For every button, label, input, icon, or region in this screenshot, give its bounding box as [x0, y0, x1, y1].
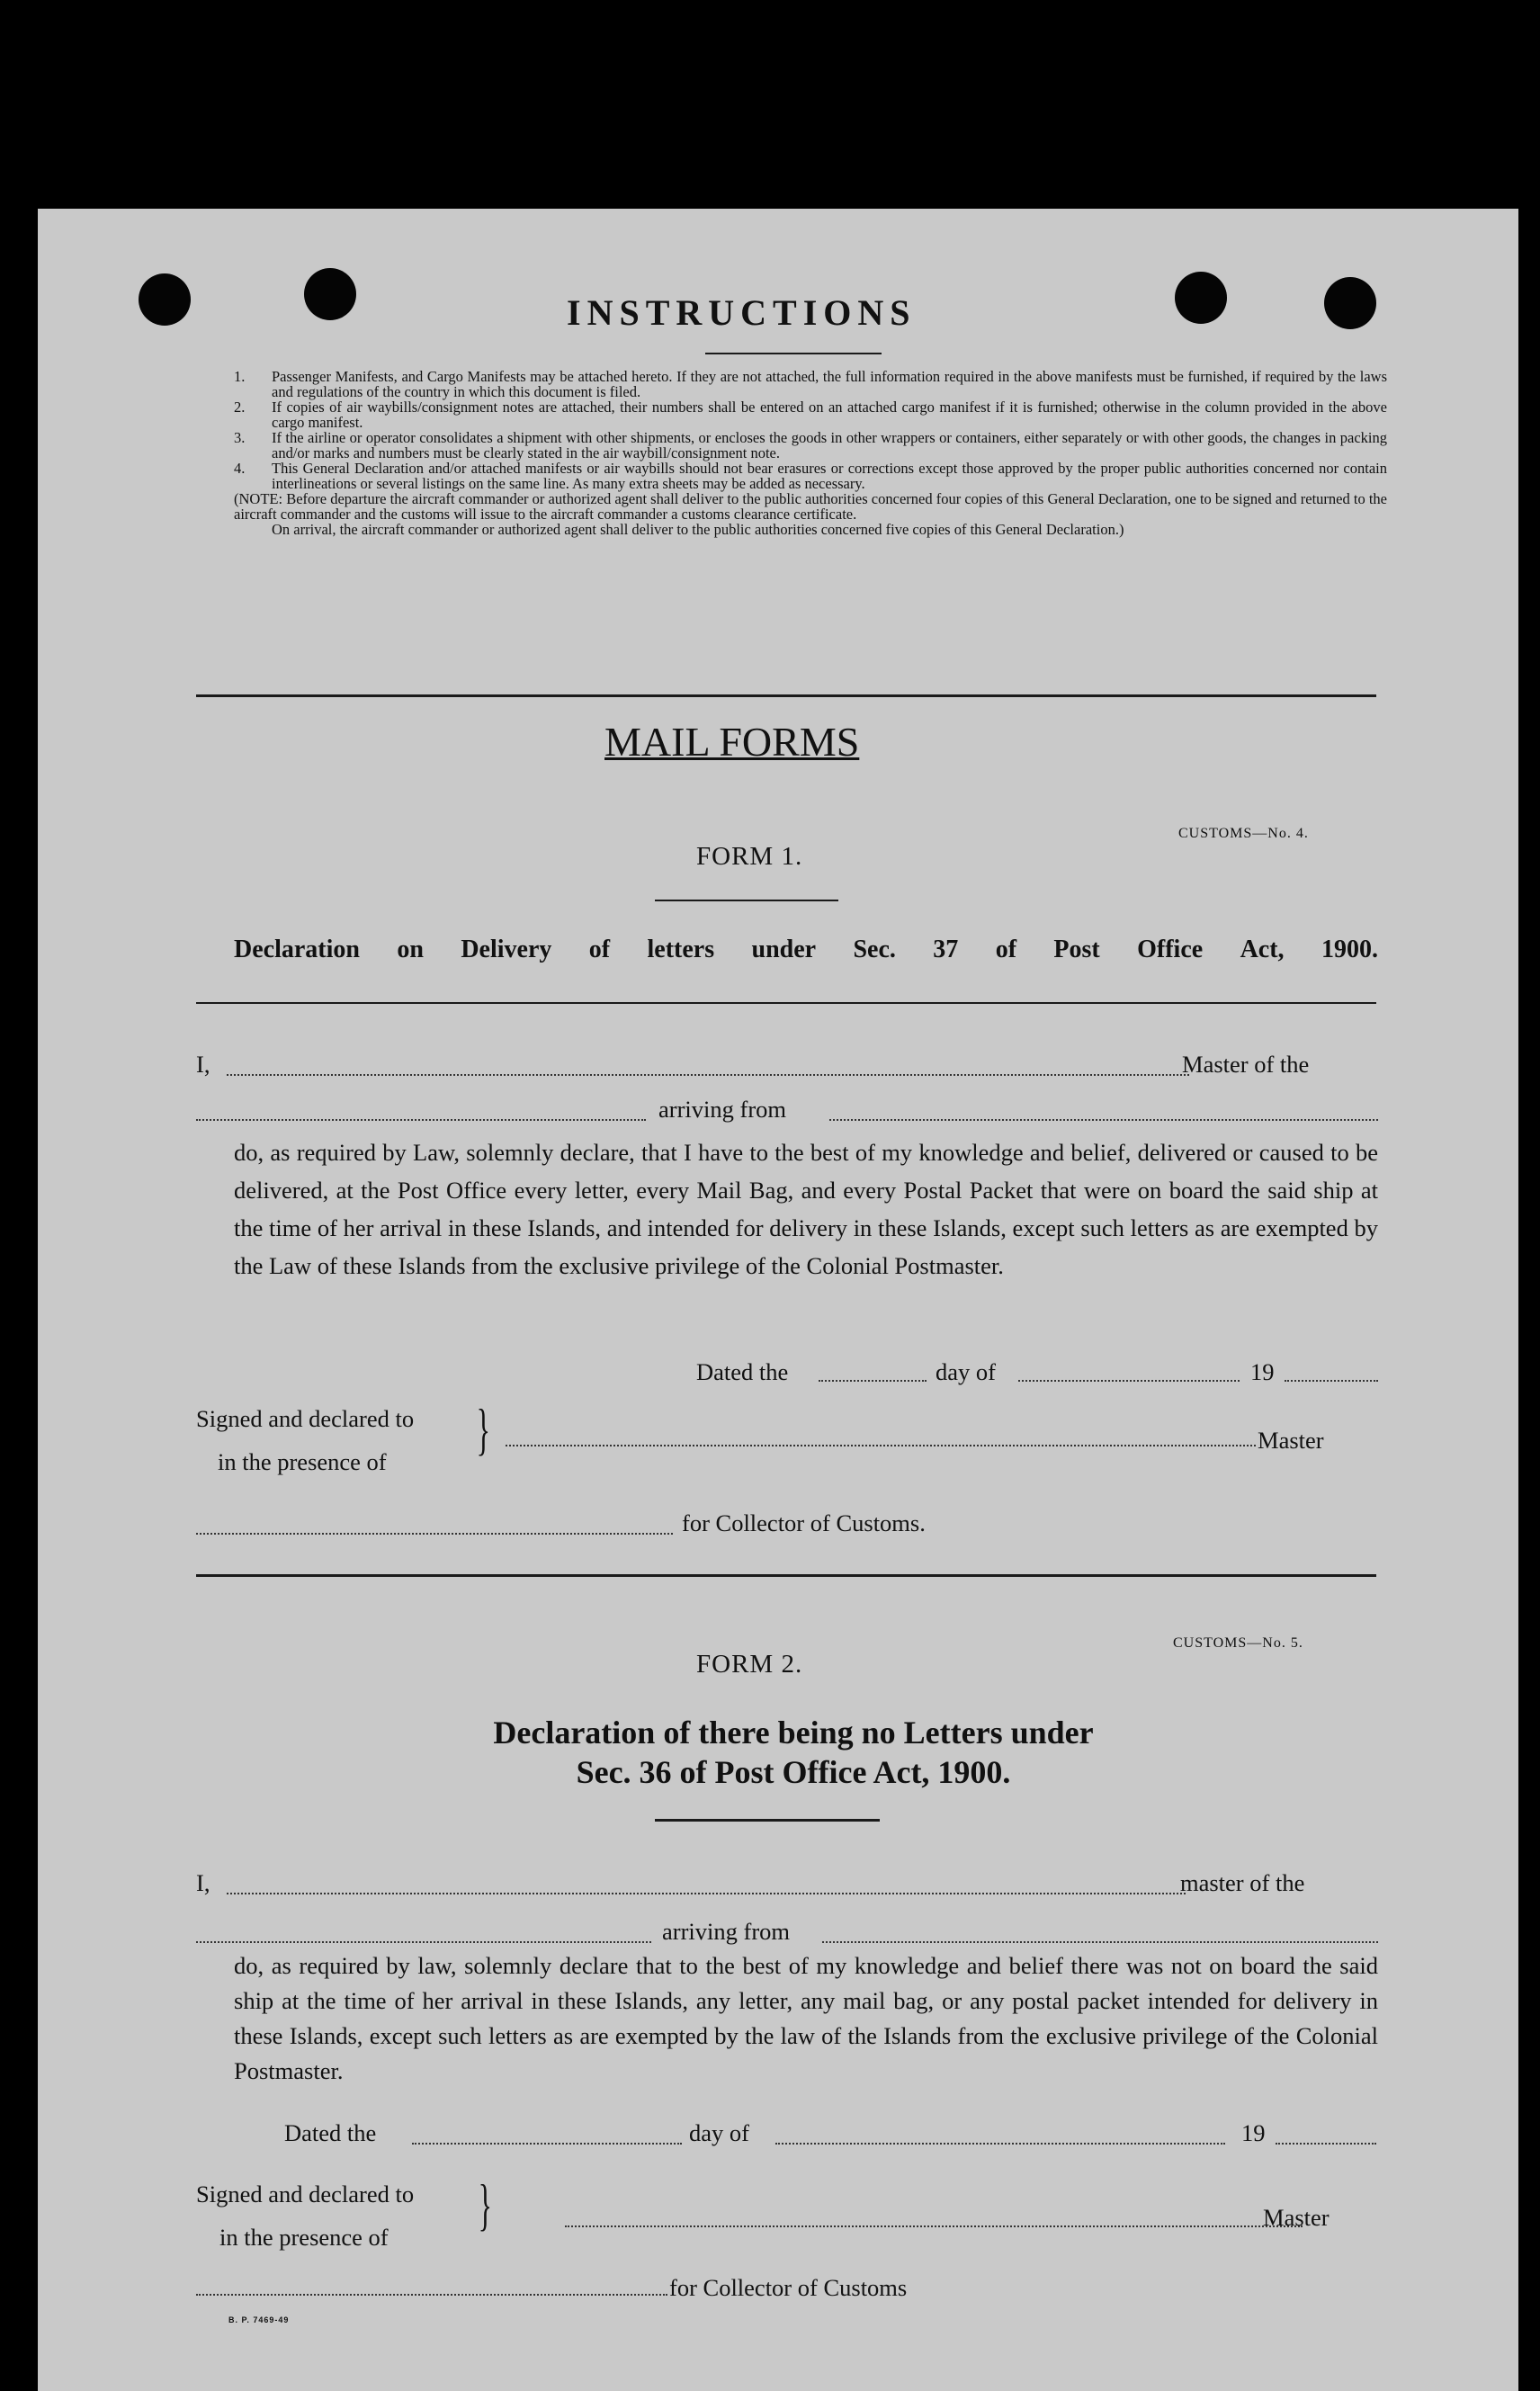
form1-ship-field[interactable] [196, 1119, 646, 1121]
form2-master-label: Master [1263, 2204, 1330, 2231]
form1-day-of: day of [936, 1358, 996, 1385]
form2-arriving-from: arriving from [662, 1918, 791, 1945]
instruction-item: 3. If the airline or operator consolidates a shipment with other shipments, or encloses the goods in other wrappers or containers, either separately or with other goods, the changes in packing and/or marks and numbers must be clearly stated in the air waybill/consignment note. [234, 429, 1387, 461]
instruction-note: (NOTE: Before departure the aircraft commander or authorized agent shall deliver to the public authorities concerned four copies of this General Declaration, one to be signed and returned to the aircraft commander and the customs will issue to the aircraft commander a customs clearance certificate. [234, 490, 1387, 523]
form1-signed-line1: Signed and declared to [196, 1405, 415, 1432]
form1-origin-field[interactable] [829, 1119, 1378, 1121]
forms-divider [196, 1574, 1376, 1577]
instructions-underline [705, 353, 882, 354]
form1-master-of-the: Master of the [1182, 1051, 1310, 1078]
instruction-item: 1. Passenger Manifests, and Cargo Manifests may be attached hereto. If they are not attached, the full information required in the above manifests must be furnished, if required by the laws and regulations of the country in which this document is filed. [234, 368, 1387, 400]
form2-name-field[interactable] [227, 1893, 1186, 1894]
form1-name-field[interactable] [227, 1074, 1189, 1076]
form1-collector-signature-field[interactable] [196, 1533, 673, 1535]
form-code: B. P. 7469-49 [228, 2315, 290, 2324]
form1-brace: } [476, 1397, 491, 1461]
form1-master-signature-field[interactable] [506, 1445, 1256, 1446]
form1-month-field[interactable] [1018, 1380, 1240, 1382]
form2-origin-field[interactable] [822, 1941, 1378, 1943]
form1-arriving-from: arriving from [658, 1096, 787, 1123]
form2-signed-line1: Signed and declared to [196, 2181, 415, 2207]
form2-dated-the: Dated the [284, 2119, 377, 2146]
mail-forms-title: MAIL FORMS [604, 719, 860, 765]
form1-dated-the: Dated the [696, 1358, 789, 1385]
form2-collector-label: for Collector of Customs [669, 2274, 908, 2301]
form2-customs-number: CUSTOMS—No. 5. [1173, 1635, 1303, 1651]
punch-hole-left-1 [139, 273, 191, 326]
punch-hole-right-2 [1324, 277, 1376, 329]
form2-month-field[interactable] [775, 2143, 1225, 2145]
form1-year-field[interactable] [1285, 1380, 1378, 1382]
form2-i-label: I, [196, 1869, 210, 1896]
form1-title-rule [196, 1002, 1376, 1004]
form2-label: FORM 2. [696, 1650, 803, 1679]
section-divider [196, 694, 1376, 697]
form1-customs-number: CUSTOMS—No. 4. [1178, 826, 1309, 841]
form1-label: FORM 1. [696, 842, 803, 871]
form2-brace: } [478, 2172, 493, 2236]
form2-ship-field[interactable] [196, 1941, 651, 1943]
form2-body-text: do, as required by law, solemnly declare that to the best of my knowledge and belief there was not on board the said ship at the time of her arrival in these Islands, any letter, any mail bag, or any postal packet intended for delivery in these Islands, except such letters as are exempted by the law of the Islands from the exclusive privilege of the Colonial Postmaster. [234, 1952, 1378, 2084]
form2-title-underline [655, 1819, 880, 1822]
form2-year-prefix: 19 [1241, 2119, 1266, 2146]
form1-year-prefix: 19 [1250, 1358, 1275, 1385]
form1-declaration-title: Declaration on Delivery of letters under Sec. 37 of Post Office Act, 1900. [234, 936, 1378, 963]
form1-body-text: do, as required by Law, solemnly declare, that I have to the best of my knowledge and belief, delivered or caused to be delivered, at the Post Office every letter, every Mail Bag, and every Postal Packet that were on board the said ship at the time of her arrival in these Islands, and intended for delivery in these Islands, except such letters as are exempted by the Law of these Islands from the exclusive privilege of the Colonial Postmaster. [234, 1139, 1378, 1279]
instruction-note-arrival: On arrival, the aircraft commander or authorized agent shall deliver to the public authorities concerned five copies of this General Declaration.) [272, 521, 1124, 538]
form1-label-underline [655, 900, 838, 901]
form2-signed-line2: in the presence of [219, 2224, 389, 2251]
punch-hole-left-2 [304, 268, 356, 320]
form1-master-label: Master [1258, 1427, 1324, 1454]
punch-hole-right-1 [1175, 272, 1227, 324]
form2-date-field[interactable] [412, 2143, 682, 2145]
document-sheet [38, 209, 1518, 2391]
form2-year-field[interactable] [1276, 2143, 1376, 2145]
form2-master-of-the: master of the [1180, 1869, 1305, 1896]
instructions-list [234, 369, 1387, 537]
form1-collector-label: for Collector of Customs. [682, 1509, 926, 1536]
instruction-item: 2. If copies of air waybills/consignment notes are attached, their numbers shall be entered on an attached cargo manifest if it is furnished; otherwise in the column provided in the above cargo manifest. [234, 398, 1387, 431]
form2-master-signature-field[interactable] [565, 2225, 1303, 2227]
form1-date-field[interactable] [819, 1380, 927, 1382]
instructions-title: INSTRUCTIONS [567, 292, 917, 333]
instruction-item: 4. This General Declaration and/or attached manifests or air waybills should not bear erasures or corrections except those approved by the proper public authorities concerned nor contain interlineations or several listings on the same line. As many extra sheets may be added as necessary. [234, 460, 1387, 492]
form1-signed-line2: in the presence of [218, 1448, 387, 1475]
form2-collector-signature-field[interactable] [196, 2294, 667, 2296]
form1-i-label: I, [196, 1051, 210, 1078]
form2-day-of: day of [689, 2119, 749, 2146]
form2-declaration-title: Declaration of there being no Letters under Sec. 36 of Post Office Act, 1900. [493, 1715, 1094, 1790]
